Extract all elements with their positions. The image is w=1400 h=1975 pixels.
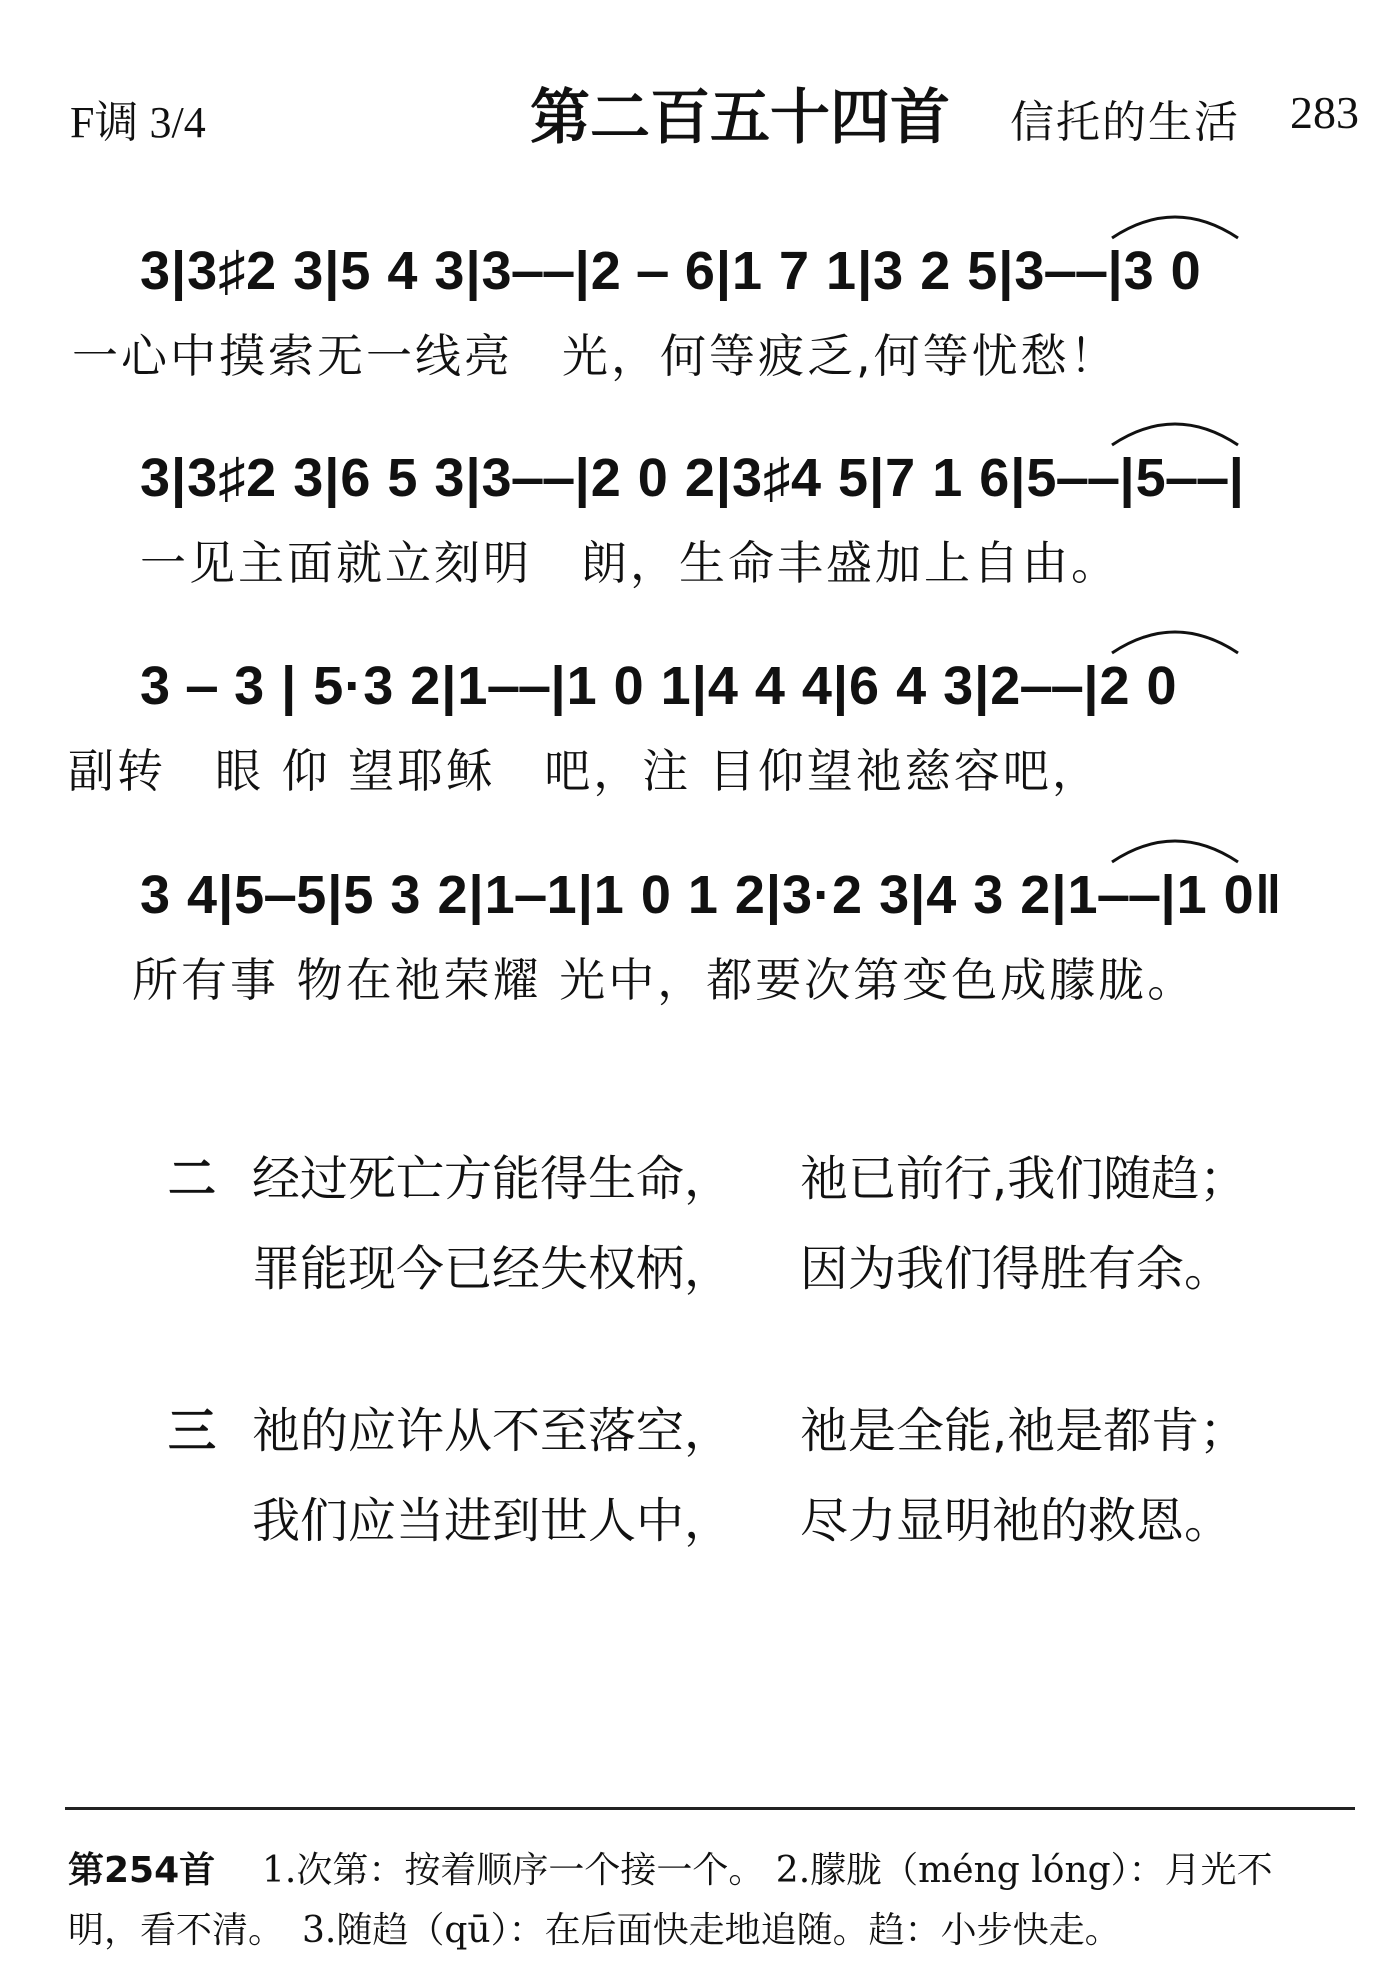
lyric-line-4: 所有事 物在祂荣耀 光中，都要次第变色成朦胧。: [132, 953, 1197, 1007]
verse-2-line-2b: 因为我们得胜有余。: [800, 1241, 1233, 1297]
lyric-line-3: 副转 眼 仰 望耶稣 吧，注 目仰望祂慈容吧，: [68, 744, 1101, 798]
verse-2-line-1a: 经过死亡方能得生命，: [252, 1151, 733, 1207]
footnote-divider: [65, 1807, 1355, 1810]
notation-line-4: 3 4|5‒5|5 3 2|1‒1|1 0 1 2|3·2 3|4 3 2|1‒‒|1 0‖: [140, 865, 1283, 925]
verse-2-line-1b: 祂已前行,我们随趋；: [800, 1151, 1248, 1207]
verse-2-line-2a: 罪能现今已经失权柄，: [252, 1241, 733, 1297]
lyric-line-2: 一见主面就立刻明 朗，生命丰盛加上自由。: [140, 536, 1120, 590]
footnote-line-1: 1.次第：按着顺序一个接一个。 2.朦胧（méng lóng）：月光不: [262, 1850, 1273, 1891]
notation-line-3: 3 ‒ 3 | 5·3 2|1‒‒|1 0 1|4 4 4|6 4 3|2‒‒|2 0: [140, 656, 1178, 716]
verse-number-2: 二: [168, 1151, 217, 1207]
verse-number-3: 三: [168, 1403, 217, 1459]
footnote-label: 第254首: [68, 1850, 216, 1891]
verse-3-line-2b: 尽力显明祂的救恩。: [800, 1493, 1233, 1549]
lyric-line-1: 一心中摸索无一线亮 光，何等疲乏,何等忧愁！: [72, 329, 1119, 383]
page-number: 283: [1290, 87, 1359, 138]
hymn-category: 信托的生活: [1010, 97, 1240, 148]
notation-line-1: 3|3♯2 3|5 4 3|3‒‒|2 ‒ 6|1 7 1|3 2 5|3‒‒|3 0: [140, 241, 1202, 301]
verse-3-line-2a: 我们应当进到世人中，: [252, 1493, 733, 1549]
verse-3-line-1b: 祂是全能,祂是都肯；: [800, 1403, 1248, 1459]
verse-3-line-1a: 祂的应许从不至落空，: [252, 1403, 733, 1459]
notation-line-2: 3|3♯2 3|6 5 3|3‒‒|2 0 2|3♯4 5|7 1 6|5‒‒|5‒‒|: [140, 448, 1245, 508]
footnote-line-2: 明，看不清。 3.随趋（qū）：在后面快走地追随。趋：小步快走。: [68, 1910, 1121, 1951]
key-signature: F调 3/4: [70, 98, 206, 147]
hymn-title: 第二百五十四首: [530, 83, 950, 153]
